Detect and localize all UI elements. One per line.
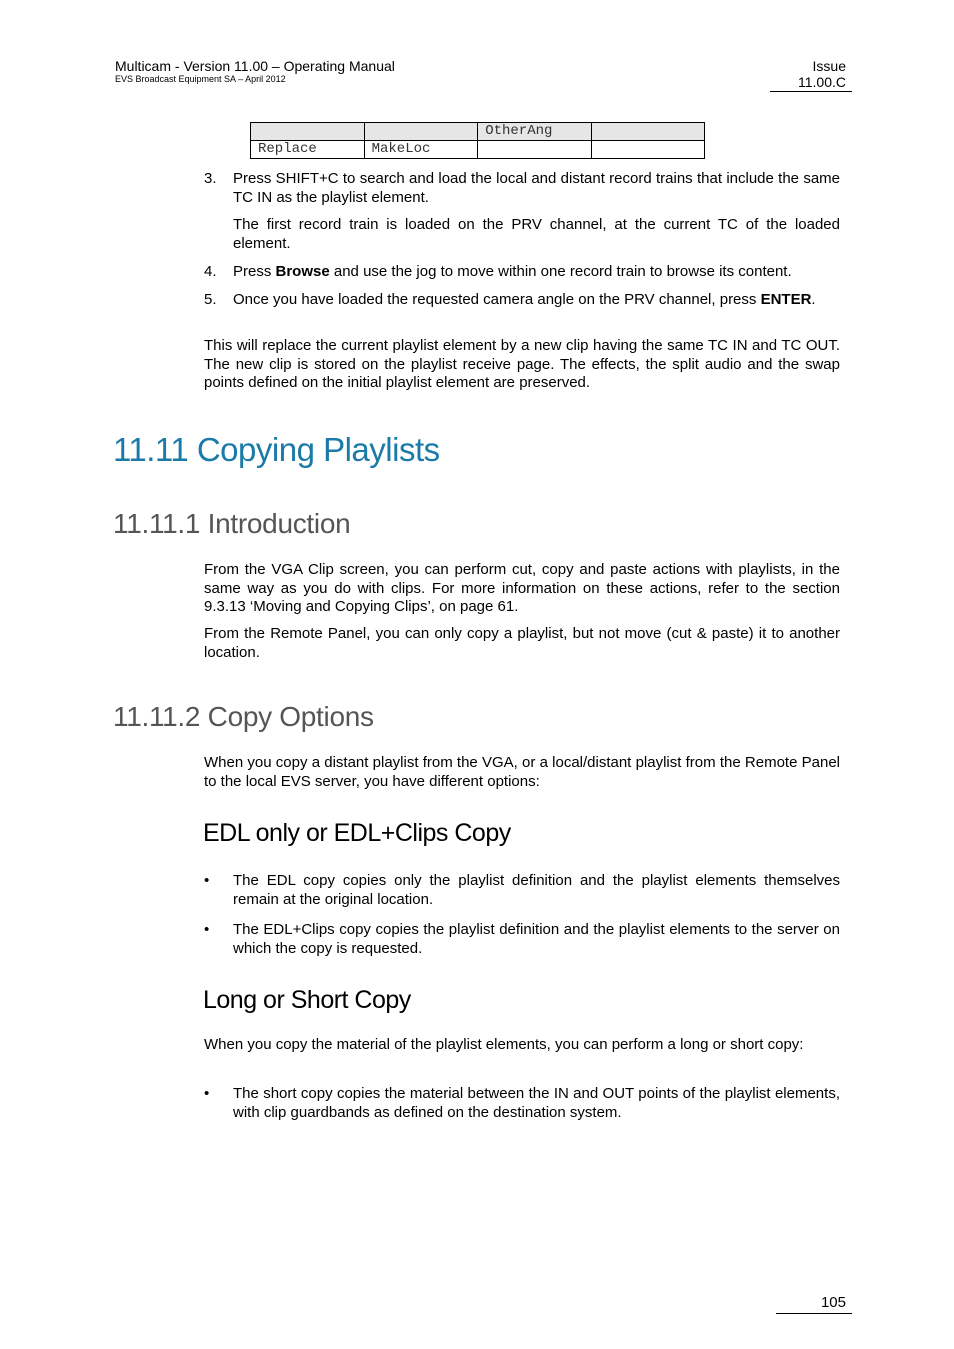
- minor-heading: EDL only or EDL+Clips Copy: [203, 819, 511, 847]
- table-cell: [364, 123, 478, 141]
- key-table: [250, 122, 705, 159]
- minor-heading: Long or Short Copy: [203, 986, 411, 1014]
- table-row: [251, 123, 705, 141]
- step-number: 3.: [204, 170, 217, 187]
- table-row: [251, 141, 705, 159]
- header-divider: [770, 91, 852, 92]
- list-item: The EDL copy copies only the playlist definition and the playlist elements themselves remain at the original location.: [233, 872, 840, 908]
- bold-term: Browse: [275, 263, 330, 280]
- subsection-heading: 11.11.1 Introduction: [113, 508, 351, 539]
- table-cell: [591, 123, 704, 141]
- list-item: The EDL+Clips copy copies the playlist definition and the playlist elements to the server on which the copy is requested.: [233, 921, 840, 957]
- table-cell: [478, 141, 592, 159]
- step-note: The first record train is loaded on the PRV channel, at the current TC of the loaded element.: [233, 216, 840, 252]
- step-number: 4.: [204, 263, 217, 280]
- table-cell: [251, 123, 365, 141]
- paragraph: From the Remote Panel, you can only copy a playlist, but not move (cut & paste) it to another location.: [204, 625, 840, 661]
- header-issue-label: Issue: [812, 58, 846, 74]
- header-subtitle: EVS Broadcast Equipment SA – April 2012: [115, 74, 286, 84]
- step-text: Press SHIFT+C to search and load the local and distant record trains that include the same TC IN as the playlist element.: [233, 170, 840, 206]
- table-cell: MakeLoc: [364, 141, 478, 159]
- paragraph: From the VGA Clip screen, you can perform cut, copy and paste actions with playlists, in the same way as you do with clips. For more information on these actions, refer to the section 9.3.13 ‘Moving and Copying Clips’, on page 61.: [204, 561, 840, 615]
- table-cell: [591, 141, 704, 159]
- step-text: Press Browse and use the jog to move within one record train to browse its content.: [233, 263, 792, 280]
- bold-term: ENTER: [760, 291, 812, 308]
- header-title: Multicam - Version 11.00 – Operating Manual: [115, 58, 395, 74]
- paragraph: When you copy the material of the playlist elements, you can perform a long or short copy:: [204, 1036, 804, 1053]
- subsection-heading: 11.11.2 Copy Options: [113, 701, 374, 732]
- step-text: Once you have loaded the requested camera angle on the PRV channel, press ENTER.: [233, 291, 816, 308]
- footer-divider: [776, 1313, 852, 1314]
- bullet-icon: •: [204, 1085, 210, 1102]
- table-cell: Replace: [251, 141, 365, 159]
- section-heading: 11.11 Copying Playlists: [113, 431, 440, 468]
- step-number: 5.: [204, 291, 217, 308]
- paragraph: This will replace the current playlist element by a new clip having the same TC IN and TC OUT. The new clip is stored on the playlist receive page. The effects, the split audio and the swap points defined on the initial playlist element are preserved.: [204, 337, 840, 391]
- table-cell: OtherAng: [478, 123, 592, 141]
- bullet-icon: •: [204, 921, 210, 938]
- list-item: The short copy copies the material between the IN and OUT points of the playlist elements, with clip guardbands as defined on the destination system.: [233, 1085, 840, 1121]
- header-issue-value: 11.00.C: [798, 74, 846, 90]
- page-number: 105: [820, 1294, 846, 1311]
- bullet-icon: •: [204, 872, 210, 889]
- paragraph: When you copy a distant playlist from the VGA, or a local/distant playlist from the Remote Panel to the local EVS server, you have different options:: [204, 754, 840, 790]
